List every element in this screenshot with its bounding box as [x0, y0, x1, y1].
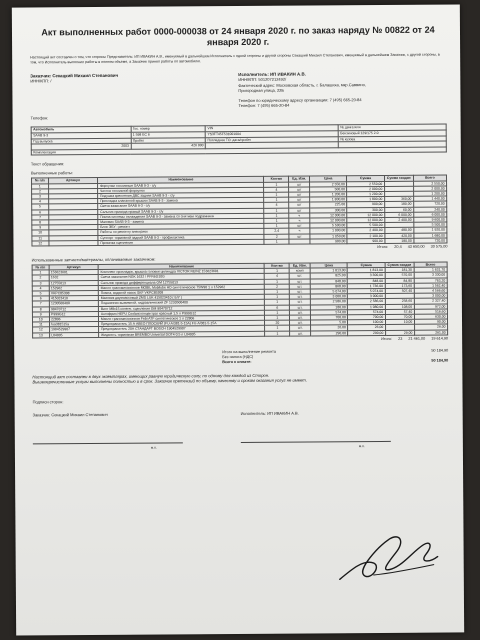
note-no-claims: Вышеперечисленные услуги выполнены полностью и в срок. Заказчик претензий по объему, качеству и срокам оказания услуг не имеет.: [32, 378, 307, 385]
works-cell: [49, 240, 99, 246]
note-copies: Настоящий акт составлен в двух экземплярах, имеющих равную юридическую силу, по одному для каждой из Сторон.: [32, 372, 270, 380]
works-table: [31, 175, 447, 250]
parts-cell: 1 813,00: [310, 268, 347, 273]
parts-cell: 57,40: [385, 309, 414, 314]
parts-total-sum: 21 461,00: [408, 336, 426, 341]
parts-cell: шт.: [290, 325, 311, 330]
parts-cell: 1632: [49, 275, 99, 281]
works-header-cell: Всего: [413, 175, 446, 180]
works-cell: 4: [264, 187, 289, 192]
parts-cell: 12755013: [49, 280, 99, 286]
works-cell: 2 400,00: [347, 228, 384, 233]
parts-cell: 153623601: [49, 270, 99, 276]
parts-cell: Помпа, водяной насос SKF VKPC85308: [99, 289, 265, 295]
works-cell: 300,00: [310, 207, 347, 212]
works-cell: шт: [289, 187, 310, 192]
parts-cell: 1 736,00: [348, 283, 385, 288]
body-header: № кузова: [338, 136, 446, 142]
parts-cell: 290,00: [348, 330, 385, 335]
parts-header-cell: Сумма скидки: [385, 262, 414, 267]
works-cell: 2,4: [264, 229, 289, 234]
parties: [30, 71, 446, 110]
parts-cell: 26,00: [348, 325, 385, 330]
executor-mp: м.п.: [358, 444, 365, 449]
works-header-cell: Сумма: [347, 176, 384, 181]
executor-label: Исполнитель: ИП ИВАКИН А.В.: [238, 71, 306, 77]
parts-cell: 1: [265, 289, 290, 294]
parts-cell: 3 000,00: [414, 293, 447, 298]
parts-total-all: 19 614,90: [431, 336, 449, 341]
summary-total-value: 50 184,90: [431, 358, 449, 363]
works-cell: 1: [264, 208, 289, 213]
works-cell: 1 200,00: [310, 192, 347, 197]
works-cell: 12 000,00: [310, 218, 347, 223]
works-total-label: Итого:: [377, 244, 389, 250]
parts-cell: 5,00: [311, 320, 348, 325]
parts-cell: 763,20: [414, 278, 447, 283]
parts-cell: 507,40: [385, 288, 414, 293]
parts-cell: 2: [32, 275, 49, 280]
works-cell: 300,00: [347, 207, 384, 212]
works-header-cell: Цена: [310, 176, 347, 181]
executor-block: [238, 71, 446, 109]
parts-cell: 5 074,00: [348, 289, 385, 294]
engine-no-header: № двигателя: [338, 124, 446, 130]
works-cell: 225,00: [310, 202, 347, 207]
parts-cell: 70,00: [385, 314, 414, 319]
works-cell: 1 050,00: [310, 233, 347, 238]
parts-cell: 90470712: [49, 306, 99, 312]
plate-header: Гос. номер: [131, 126, 206, 132]
works-cell: Свеча зажигания SAAB 9-3 - с/у: [98, 203, 264, 209]
parts-cell: 13: [33, 333, 50, 338]
works-total-qty: 20,4: [394, 244, 402, 249]
parts-cell: 1904529907: [49, 327, 99, 333]
vin-header: VIN: [205, 125, 338, 132]
parts-cell: 5 074,00: [310, 289, 347, 294]
executor-address-2: Пригородная улица, 22Б: [238, 87, 285, 94]
parts-cell: 700,00: [348, 315, 385, 320]
works-cell: Суппорт тормозной задний SAAB 9-3 - профилактика: [98, 234, 264, 240]
works-cell: 180,00: [384, 202, 413, 207]
works-cell: 1: [264, 239, 289, 244]
parts-cell: шт.: [290, 289, 311, 294]
document-title: Акт выполненных работ 0000-000038 от 24 января 2020 г. по заказ наряду № 00822 от 24 января 2020 г.: [41, 24, 435, 48]
works-cell: 3: [32, 194, 49, 199]
car-mileage: 426 000: [131, 143, 206, 149]
works-cell: шт: [289, 197, 310, 202]
works-cell: Чистка топливной форсунки: [98, 187, 264, 193]
parts-cell: 8: [32, 306, 49, 311]
works-cell: 2: [32, 189, 49, 194]
executor-phone-legal: Телефон по юридическому адресу организации: 7 (495) 665-20-84: [238, 96, 362, 103]
intro-text: Настоящий акт составлен о том, что стороны Представитель: ИП ИВАКИН А.В., именуемый в дальнейшем Исполнитель с одной стороны и другой стороны Секацкий Михаил Степанович, именуемый в дальнейшем Заказчик, с другой стороны, в том, что Исполнитель выполнил работы в полном объеме, а Заказчик принял работы по автомобилю.: [30, 52, 440, 65]
parts-header-cell: № п/п: [32, 265, 49, 270]
customer-label: Заказчик: Секацкий Михаил Степанович: [30, 72, 119, 79]
parts-total-label: Итого:: [381, 336, 393, 341]
works-cell: 4: [32, 199, 49, 204]
parts-cell: 22806: [49, 317, 99, 323]
works-cell: 12 000,00: [310, 213, 347, 218]
works-cell: 9 600,00: [414, 217, 447, 222]
works-cell: ч: [289, 213, 310, 218]
parts-cell: 1: [265, 315, 290, 320]
parts-header-cell: Цена: [310, 263, 347, 268]
works-header-cell: Артикул: [48, 178, 98, 184]
customer-phone: Телефон:: [30, 115, 49, 121]
parts-cell: 1: [265, 294, 290, 299]
works-cell: 1 680,00: [414, 233, 447, 238]
parts-cell: VKPC85308: [49, 291, 99, 297]
parts-cell: 1 631,70: [414, 267, 447, 272]
works-cell: 9: [32, 225, 49, 230]
parts-cell: 1: [265, 279, 290, 284]
parts-cell: 5: [32, 291, 49, 296]
works-cell: 1 200,00: [347, 191, 384, 196]
works-cell: 6 000,00: [414, 212, 447, 217]
works-cell: 4: [264, 203, 289, 208]
works-cell: 500,00: [310, 187, 347, 192]
parts-header-cell: Сумма: [347, 263, 384, 268]
mileage-header: Пробег: [131, 137, 206, 143]
car-model: SAAB 9-3: [31, 132, 131, 138]
parts-cell: шт.: [290, 331, 311, 336]
works-cell: Прокачка сцепления: [98, 239, 264, 245]
works-cell: [289, 239, 310, 244]
parts-cell: 152962: [49, 285, 99, 291]
works-cell: 11: [32, 235, 49, 240]
car-vin: YS3FT45F531001004: [205, 131, 338, 138]
works-cell: 180,00: [385, 238, 414, 243]
summary-repair-value: 50 184,90: [431, 348, 449, 353]
works-cell: 1 440,00: [413, 196, 446, 201]
sign-customer-label: Заказчик: Секацкий Михаил Степанович: [32, 411, 108, 418]
handwritten-signature: [333, 529, 443, 590]
parts-cell: Свеча зажигания NGK 1632 / PFR6G10G: [99, 274, 265, 280]
parts-cell: 1 080,00: [348, 304, 385, 309]
executor-phone: Телефон: 7 (495) 665-20-84: [238, 102, 290, 109]
works-cell: 5 500,00: [310, 223, 347, 228]
parts-cell: 574,00: [310, 310, 347, 315]
customer-inn: ИНН/КПП: /: [30, 78, 52, 84]
parts-cell: Масло трансмиссионное Febi ATF синтетическое 1 л 22806: [99, 315, 265, 321]
parts-cell: 2 586,00: [310, 299, 347, 304]
parts-cell: Винт M8x15 коленч. сцепления GM 90470712: [99, 305, 265, 311]
works-cell: шт: [289, 223, 310, 228]
works-cell: 720,00: [414, 238, 447, 243]
signatures-heading: Подписи сторон:: [32, 399, 64, 405]
works-header-cell: Сумма скидки: [384, 176, 413, 181]
parts-cell: Масло трансмиссионное MOBIL Mobilube HD синтетическое 75W90 1 л 152962: [99, 284, 265, 290]
parts-cell: 1 813,00: [348, 268, 385, 273]
summary-total-label: Всего к оплате:: [222, 359, 252, 365]
works-cell: 1: [32, 183, 49, 188]
customer-sign-line: [33, 442, 183, 444]
summary-repair-label: Итого на выполнение ремонта: [222, 349, 277, 355]
parts-cell: 26,00: [414, 325, 447, 330]
parts-cell: 12: [33, 327, 50, 332]
car-year: 2003: [31, 143, 131, 149]
parts-cell: 29,00: [385, 330, 414, 335]
parts-header-cell: Наименование: [98, 263, 264, 269]
parts-cell: 20: [265, 320, 290, 325]
summary-vat-label: Без налога (НДС): [222, 354, 254, 360]
parts-cell: 258,60: [385, 299, 414, 304]
works-header-cell: Кол-во: [264, 177, 289, 182]
parts-cell: 10: [32, 317, 49, 322]
executor-inn: ИНН/КПП: 501207212492/: [238, 77, 287, 83]
parts-cell: 1: [265, 331, 290, 336]
works-header-cell: Ед. Изм.: [289, 176, 310, 181]
works-cell: шт: [289, 234, 310, 239]
works-cell: 6: [32, 209, 49, 214]
parts-cell: 10,00: [385, 320, 414, 325]
parts-cell: 6: [32, 296, 49, 301]
parts-cell: 3 300,00: [348, 273, 385, 278]
works-cell: 1 200,00: [413, 191, 446, 196]
works-cell: 60,00: [384, 207, 413, 212]
parts-cell: 972,00: [414, 304, 447, 309]
works-cell: 2 550,00: [310, 181, 347, 186]
car-plate: 1 598 ЕС 6: [131, 132, 206, 138]
works-cell: 2 550,00: [413, 181, 446, 186]
works-cell: 360,00: [384, 196, 413, 201]
parts-cell: шт.: [290, 305, 311, 310]
request-text-label: Текст обращения:: [30, 161, 65, 167]
works-header-cell: Наименование: [98, 177, 264, 183]
works-total-sum: 43 650,00: [407, 244, 425, 249]
parts-cell: 7: [32, 301, 49, 306]
works-cell: шт: [289, 208, 310, 213]
works-cell: 1: [264, 223, 289, 228]
parts-cell: 4: [32, 286, 49, 291]
parts-cell: 868,00: [310, 284, 347, 289]
works-cell: 6 000,00: [384, 212, 413, 217]
parts-cell: 173,60: [385, 283, 414, 288]
works-cell: шт: [289, 182, 310, 187]
works-cell: 2 000,00: [413, 186, 446, 191]
works-cell: 12 000,00: [347, 212, 384, 217]
parts-cell: 630,00: [414, 314, 447, 319]
executor-sign-line: [241, 441, 391, 443]
parts-cell: 4: [265, 274, 290, 279]
works-cell: 1: [264, 192, 289, 197]
parts-cell: 825,00: [310, 273, 347, 278]
parts-cell: P999G12: [49, 311, 99, 317]
parts-cell: шт.: [290, 279, 311, 284]
works-label: Выполненные работы:: [30, 170, 73, 176]
works-cell: 2 400,00: [385, 217, 414, 222]
parts-header-cell: Артикул: [49, 265, 99, 271]
works-cell: 8: [32, 220, 49, 225]
works-cell: 1 800,00: [347, 197, 384, 202]
year-header: Год выпуска: [31, 138, 131, 144]
works-cell: 12: [32, 241, 49, 246]
parts-cell: Комплект прокладок, крышка головки цилиндра VICTOR REINZ 153623601: [99, 269, 265, 275]
works-cell: 720,00: [413, 201, 446, 206]
works-cell: 2 100,00: [347, 233, 384, 238]
car-engine: Бензиновый 129/175 2.0: [338, 130, 446, 136]
works-cell: Сальник привода правый SAAB 9-3 - с/у: [98, 208, 264, 214]
works-cell: 1: [264, 197, 289, 202]
parts-header-cell: Всего: [414, 262, 447, 267]
works-cell: 1: [264, 213, 289, 218]
parts-total-qty: 23: [398, 336, 403, 341]
parts-cell: шт.: [290, 320, 311, 325]
parts-cell: 574,00: [348, 309, 385, 314]
parts-cell: 3 000,00: [310, 294, 347, 299]
works-cell: 10: [32, 230, 49, 235]
customer-mp: м.п.: [150, 445, 157, 450]
parts-cell: L04005: [49, 332, 99, 338]
works-cell: 5 500,00: [347, 223, 384, 228]
parts-cell: 1: [265, 326, 290, 331]
parts-cell: 2 327,40: [414, 299, 447, 304]
act-document: [12, 4, 464, 635]
last-to-header: Последнее ТО: дата/пробег: [206, 136, 339, 143]
parts-cell: 3 000,00: [348, 294, 385, 299]
car-table: [31, 124, 447, 156]
parts-cell: шт.: [290, 299, 311, 304]
works-cell: 5: [32, 204, 49, 209]
works-cell: 2: [264, 234, 289, 239]
parts-cell: 700,00: [311, 315, 348, 320]
parts-cell: 180,00: [310, 304, 347, 309]
parts-cell: 90,00: [414, 319, 447, 324]
executor-address-1: Фактический адрес: Московская область, г. Балашиха, мкр.Саввино,: [238, 81, 366, 88]
notes: [32, 371, 448, 385]
parts-cell: 4 566,60: [414, 288, 447, 293]
parts-header-cell: Ед. Изм.: [289, 263, 310, 268]
signature-icon: [333, 529, 443, 590]
parts-cell: 6: [265, 305, 290, 310]
works-cell: Подушка крепления ДВС задняя SAAB 9-3 - с/у: [98, 192, 264, 198]
works-cell: 1 920,00: [414, 227, 447, 232]
works-total-all: 30 575,00: [430, 244, 448, 249]
parts-cell: 3 330,00: [414, 272, 447, 277]
parts-label: Использованные запчасти/материалы, оплачиваемые заказчиком:: [31, 256, 156, 263]
parts-cell: Антифриз HEPU Coolant концентрат красный 1,5 л P999G12: [99, 310, 265, 316]
parts-cell: fua381515a: [49, 322, 99, 328]
parts-cell: Предохранитель 15 А АВЕО ПЛОСКИЙ (FU-A/381-5-15A) FU-A/381-5-15A: [99, 321, 265, 327]
works-cell: Помпа системы охлаждения SAAB 9-3 - замена со снятием подрамника: [98, 213, 264, 219]
works-cell: Прокладка клапанной крышки SAAB 9-3 - замена: [98, 198, 264, 204]
parts-cell: 1230500400: [49, 301, 99, 307]
parts-cell: шт.: [290, 284, 311, 289]
parts-cell: 108,00: [385, 304, 414, 309]
parts-cell: 1 562,40: [414, 283, 447, 288]
parts-cell: 1: [265, 268, 290, 273]
parts-cell: комп: [289, 268, 310, 273]
works-cell: 900,00: [310, 239, 347, 244]
works-cell: 12 000,00: [347, 218, 384, 223]
parts-cell: Подшипник выжимной, гидравлический ZF 1230500400: [99, 300, 265, 306]
works-cell: 900,00: [347, 202, 384, 207]
works-cell: 240,00: [413, 207, 446, 212]
parts-cell: 84,80: [385, 278, 414, 283]
complect-header: Комплектация: [31, 147, 446, 155]
works-cell: 900,00: [347, 238, 384, 243]
works-cell: ч: [289, 228, 310, 233]
works-cell: шт: [289, 192, 310, 197]
car-header: Автомобиль: [33, 127, 55, 132]
works-cell: 1 000,00: [310, 228, 347, 233]
parts-cell: 415023410: [49, 296, 99, 302]
parts-cell: 2 586,00: [348, 299, 385, 304]
works-cell: 1: [264, 182, 289, 187]
parts-cell: шт.: [290, 315, 311, 320]
works-cell: 2 000,00: [347, 186, 384, 191]
parts-cell: Сальник привода дифференциала GM 12755013: [99, 279, 265, 285]
parts-cell: шт.: [290, 310, 311, 315]
sign-executor-label: Исполнитель: ИП ИВАКИН А.В.: [240, 410, 299, 417]
parts-cell: Жидкость тормозная BREMBO Universal DOT4 0,5 л L04005: [99, 331, 265, 337]
works-cell: шт: [289, 202, 310, 207]
parts-cell: 1: [265, 300, 290, 305]
works-cell: 5 500,00: [414, 222, 447, 227]
works-cell: 1: [264, 218, 289, 223]
parts-cell: 1: [32, 270, 49, 275]
parts-cell: 9: [32, 312, 49, 317]
parts-cell: шт.: [289, 273, 310, 278]
parts-cell: 3: [32, 280, 49, 285]
parts-cell: шт.: [290, 294, 311, 299]
works-cell: 420,00: [385, 233, 414, 238]
parts-cell: Предохранитель 20А СТАНДАРТ BOSCH 1904529907: [99, 326, 265, 332]
parts-cell: 11: [33, 322, 50, 327]
parts-cell: 1: [265, 310, 290, 315]
works-cell: 480,00: [385, 228, 414, 233]
parts-cell: 181,30: [385, 268, 414, 273]
parts-cell: 261,00: [414, 330, 447, 335]
works-header-cell: № п/п: [32, 178, 49, 183]
works-cell: Форсунки топливные SAAB 9-3 - с/у: [98, 182, 264, 188]
works-cell: Работы по ремонту электрики: [98, 229, 264, 235]
works-cell: 1 800,00: [310, 197, 347, 202]
works-cell: ч: [289, 218, 310, 223]
parts-table: [32, 262, 449, 339]
parts-cell: 516,60: [414, 309, 447, 314]
parts-cell: Маховик двухмассовый ZMS LUK 415023410 ( Б/У ): [99, 295, 265, 301]
parts-cell: 290,00: [311, 330, 348, 335]
parts-cell: 848,00: [310, 278, 347, 283]
parts-cell: 570,00: [385, 273, 414, 278]
parts-cell: 848,00: [348, 278, 385, 283]
parts-cell: 26,00: [311, 325, 348, 330]
signatures: [33, 410, 449, 451]
parts-header-cell: Кол-во: [265, 263, 290, 268]
works-cell: Блок ЭБУ - ремонт: [98, 224, 264, 230]
summary: [222, 348, 448, 365]
works-cell: 7: [32, 215, 49, 220]
works-cell: 2 550,00: [347, 181, 384, 186]
customer-block: [30, 72, 238, 110]
works-cell: Маховик SAAB 9-3 - замена: [98, 218, 264, 224]
parts-cell: 100,00: [348, 320, 385, 325]
parts-cell: 2: [265, 284, 290, 289]
